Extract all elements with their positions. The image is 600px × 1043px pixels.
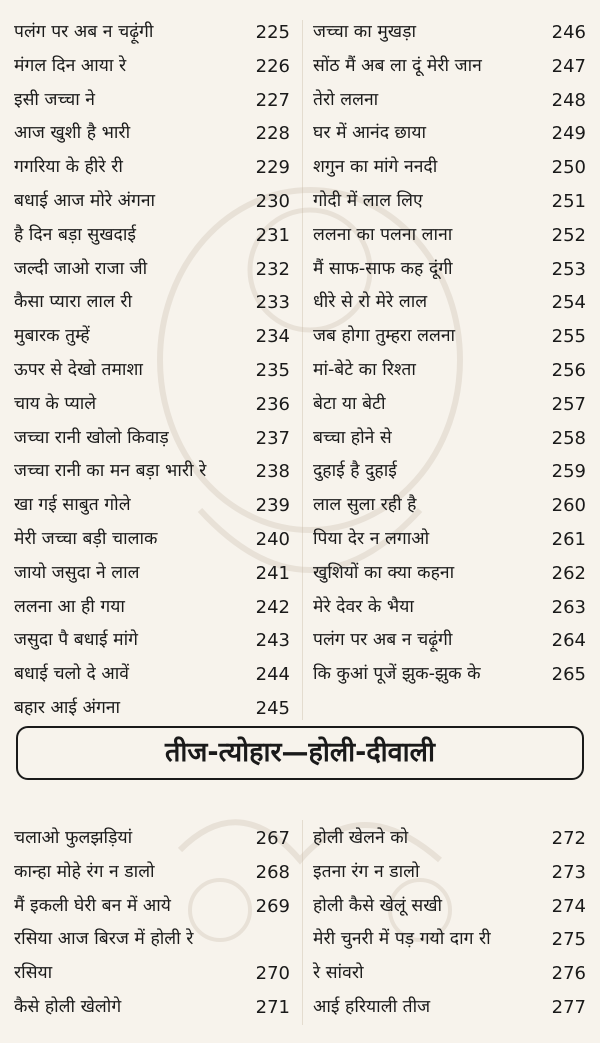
entry-page-number: 250 (551, 157, 586, 179)
entry-page-number: 238 (255, 461, 290, 483)
entry-title: मुबारक तुम्हें (14, 326, 90, 347)
entry-page-number: 234 (255, 326, 290, 348)
index-entry (14, 286, 290, 320)
entry-page-number: 228 (255, 123, 290, 145)
entry-title: कैसा प्यारा लाल री (14, 292, 133, 313)
entry-page-number: 257 (551, 393, 586, 415)
index-column-left (14, 16, 290, 726)
index-entry (313, 455, 586, 489)
entry-title: जसुदा पै बधाई मांगे (14, 630, 138, 651)
index-entry (14, 658, 290, 692)
index-entry (14, 84, 290, 118)
entry-title: पलंग पर अब न चढ़ूंगी (313, 630, 453, 651)
entry-title: बधाई चलो दे आवें (14, 664, 129, 685)
entry-title: मेरी चुनरी में पड़ गयो दाग री (313, 929, 491, 950)
index-entry (14, 320, 290, 354)
entry-page-number: 243 (255, 630, 290, 652)
entry-title: खा गई साबुत गोले (14, 495, 131, 516)
entry-page-number: 277 (551, 996, 586, 1018)
index-entry (313, 117, 586, 151)
entry-title: गगरिया के हीरे री (14, 157, 123, 178)
entry-title: तेरो ललना (313, 89, 379, 110)
entry-page-number: 248 (551, 89, 586, 111)
index-entry (313, 557, 586, 591)
entry-title: आज खुशी है भारी (14, 123, 131, 144)
index-entry (313, 320, 586, 354)
entry-page-number: 259 (551, 461, 586, 483)
entry-title: जच्चा रानी खोलो किवाड़ (14, 427, 169, 448)
index-entry (313, 354, 586, 388)
entry-page-number: 251 (551, 190, 586, 212)
index-entry (14, 219, 290, 253)
entry-page-number: 262 (551, 562, 586, 584)
entry-page-number: 229 (255, 157, 290, 179)
entry-title: होली कैसे खेलूं सखी (313, 895, 443, 916)
entry-page-number: 227 (255, 89, 290, 111)
entry-page-number: 263 (551, 596, 586, 618)
entry-title: रसिया आज बिरज में होली रे (14, 929, 194, 950)
entry-title: कैसे होली खेलोगे (14, 996, 122, 1017)
entry-page-number: 271 (255, 996, 290, 1018)
index-entry (313, 185, 586, 219)
entry-title: बहार आई अंगना (14, 697, 121, 718)
index-entry (14, 489, 290, 523)
entry-page-number: 226 (255, 55, 290, 77)
entry-page-number: 230 (255, 190, 290, 212)
entry-page-number: 252 (551, 224, 586, 246)
entry-title: घर में आनंद छाया (313, 123, 427, 144)
entry-page-number: 247 (551, 55, 586, 77)
index-entry (14, 388, 290, 422)
entry-title: कान्हा मोहे रंग न डालो (14, 861, 155, 882)
entry-page-number: 255 (551, 326, 586, 348)
entry-title: इतना रंग न डालो (313, 861, 420, 882)
index-entry (313, 489, 586, 523)
entry-title: जल्दी जाओ राजा जी (14, 258, 148, 279)
entry-page-number: 240 (255, 528, 290, 550)
index-entry (313, 624, 586, 658)
entry-page-number: 237 (255, 427, 290, 449)
column-divider (302, 820, 303, 1025)
entry-title: चलाओ फुलझड़ियां (14, 828, 133, 848)
entry-title: बधाई आज मोरे अंगना (14, 190, 156, 211)
entry-title: गोदी में लाल लिए (313, 190, 423, 211)
index-entry (313, 253, 586, 287)
entry-page-number: 246 (551, 22, 586, 43)
entry-title: मैं साफ-साफ कह दूंगी (313, 258, 453, 279)
index-entry (14, 923, 290, 957)
section-column-right (313, 822, 586, 1025)
index-entry (313, 957, 586, 991)
index-entry (313, 219, 586, 253)
index-entry (313, 523, 586, 557)
index-entry (14, 557, 290, 591)
entry-page-number: 256 (551, 359, 586, 381)
entry-title: ऊपर से देखो तमाशा (14, 359, 143, 380)
entry-title: आई हरियाली तीज (313, 996, 431, 1017)
index-entry (313, 388, 586, 422)
index-entry (313, 991, 586, 1025)
index-entry (14, 16, 290, 50)
entry-page-number: 264 (551, 630, 586, 652)
entry-page-number: 268 (255, 861, 290, 883)
entry-page-number: 275 (551, 929, 586, 951)
entry-title: होली खेलने को (313, 828, 409, 848)
entry-page-number: 265 (551, 664, 586, 686)
entry-page-number: 249 (551, 123, 586, 145)
entry-title: पलंग पर अब न चढ़ूंगी (14, 22, 154, 42)
entry-title: सोंठ मैं अब ला दूं मेरी जान (313, 55, 482, 76)
entry-title: रे सांवरो (313, 963, 364, 984)
entry-title: जब होगा तुम्हरा ललना (313, 326, 456, 347)
entry-title: शगुन का मांगे ननदी (313, 157, 438, 178)
index-entry (14, 50, 290, 84)
entry-title: ललना आ ही गया (14, 596, 125, 617)
entry-page-number: 233 (255, 292, 290, 314)
entry-title: मैं इकली घेरी बन में आये (14, 895, 171, 916)
entry-page-number: 270 (255, 963, 290, 985)
index-entry (313, 658, 586, 692)
entry-title: कि कुआं पूजें झुक-झुक के (313, 664, 481, 685)
entry-page-number: 272 (551, 828, 586, 849)
entry-page-number: 232 (255, 258, 290, 280)
entry-page-number: 235 (255, 359, 290, 381)
entry-page-number: 273 (551, 861, 586, 883)
index-entry (313, 84, 586, 118)
entry-page-number: 258 (551, 427, 586, 449)
index-entry (313, 50, 586, 84)
index-entry (313, 286, 586, 320)
index-entry (14, 523, 290, 557)
index-entry (14, 692, 290, 726)
entry-title: खुशियों का क्या कहना (313, 562, 455, 583)
entry-page-number: 244 (255, 664, 290, 686)
index-entry (14, 422, 290, 456)
index-entry (14, 591, 290, 625)
entry-title: मेरी जच्चा बड़ी चालाक (14, 528, 158, 549)
entry-page-number: 260 (551, 495, 586, 517)
entry-title: चाय के प्याले (14, 393, 97, 414)
entry-title: मंगल दिन आया रे (14, 55, 127, 76)
entry-title: इसी जच्चा ने (14, 89, 96, 110)
entry-title: लाल सुला रही है (313, 495, 417, 516)
index-entry (14, 117, 290, 151)
entry-title: ललना का पलना लाना (313, 224, 453, 245)
entry-page-number: 269 (255, 895, 290, 917)
index-entry (313, 16, 586, 50)
entry-title: बच्चा होने से (313, 427, 392, 448)
entry-page-number: 253 (551, 258, 586, 280)
index-entry (14, 991, 290, 1025)
entry-page-number: 274 (551, 895, 586, 917)
index-entry (313, 591, 586, 625)
entry-title: पिया देर न लगाओ (313, 528, 430, 549)
entry-title: मेरे देवर के भैया (313, 596, 414, 617)
index-entry (313, 923, 586, 957)
entry-page-number: 267 (255, 828, 290, 849)
index-entry (313, 890, 586, 924)
entry-title: है दिन बड़ा सुखदाई (14, 224, 136, 245)
entry-page-number: 254 (551, 292, 586, 314)
index-entry (14, 455, 290, 489)
entry-title: जायो जसुदा ने लाल (14, 562, 140, 583)
index-entry (14, 890, 290, 924)
entry-page-number: 242 (255, 596, 290, 618)
index-entry (14, 151, 290, 185)
entry-page-number: 261 (551, 528, 586, 550)
index-entry (313, 856, 586, 890)
entry-page-number: 245 (255, 697, 290, 719)
index-entry (14, 822, 290, 856)
index-entry (313, 822, 586, 856)
entry-page-number: 239 (255, 495, 290, 517)
entry-title: जच्चा का मुखड़ा (313, 22, 417, 42)
index-entry (14, 957, 290, 991)
index-entry (14, 624, 290, 658)
index-entry (313, 151, 586, 185)
index-entry (14, 185, 290, 219)
index-entry (14, 856, 290, 890)
entry-page-number: 225 (255, 22, 290, 43)
entry-page-number: 231 (255, 224, 290, 246)
entry-title: रसिया (14, 963, 53, 984)
entry-page-number: 241 (255, 562, 290, 584)
column-divider (302, 20, 303, 720)
entry-title: धीरे से रो मेरे लाल (313, 292, 428, 313)
entry-title: दुहाई है दुहाई (313, 461, 397, 482)
index-entry (14, 253, 290, 287)
index-column-right (313, 16, 586, 692)
entry-page-number: 236 (255, 393, 290, 415)
index-entry (14, 354, 290, 388)
section-heading: तीज-त्योहार—होली-दीवाली (16, 726, 584, 780)
entry-title: जच्चा रानी का मन बड़ा भारी रे (14, 461, 207, 482)
entry-title: मां-बेटे का रिश्ता (313, 359, 416, 380)
index-entry (313, 422, 586, 456)
entry-title: बेटा या बेटी (313, 393, 386, 414)
section-column-left (14, 822, 290, 1025)
entry-page-number: 276 (551, 963, 586, 985)
